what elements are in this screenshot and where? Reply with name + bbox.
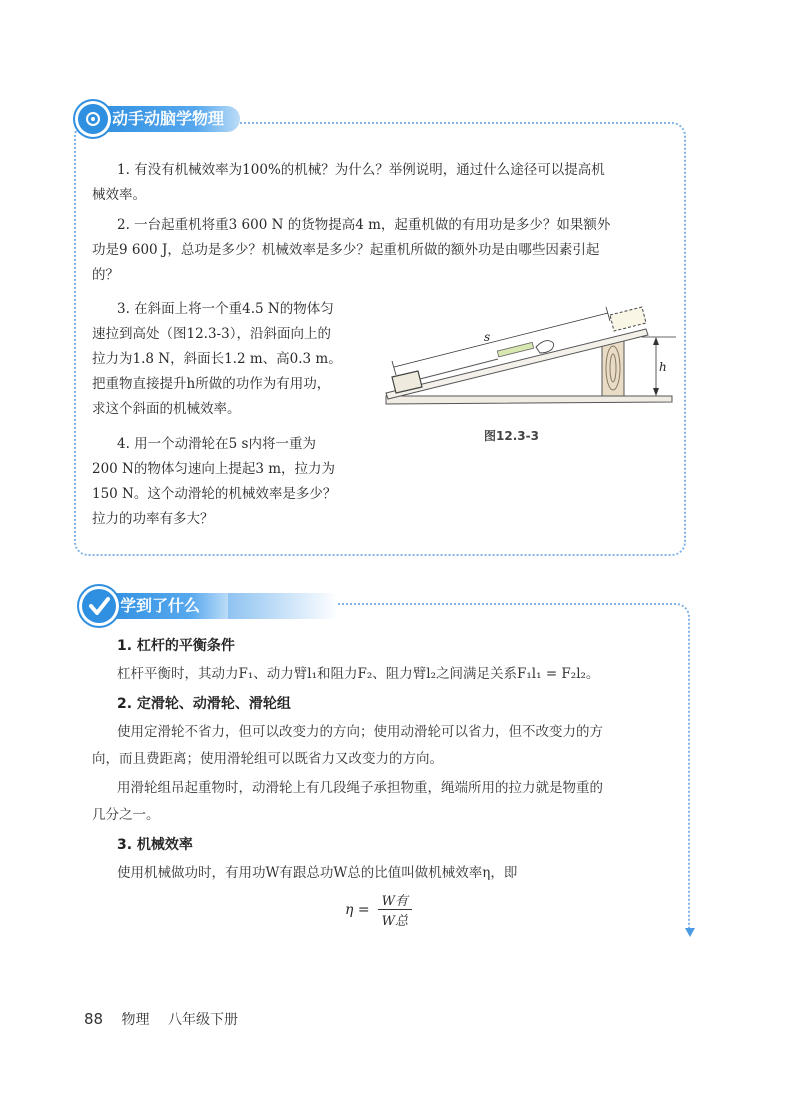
label-s: s <box>484 330 491 344</box>
header-fade <box>228 593 338 619</box>
summary-paragraph: 几分之一。 <box>92 807 160 823</box>
summary-paragraph: 向，而且费距离；使用滑轮组可以既省力又改变力的方向。 <box>92 751 443 767</box>
question-3-line: 求这个斜面的机械效率。 <box>92 401 241 417</box>
question-3-line: 把重物直接提升h所做的功作为有用功， <box>92 376 331 392</box>
spring-scale <box>497 342 533 357</box>
weight-block-dashed <box>610 307 646 331</box>
subject-name: 物理 <box>121 1012 150 1028</box>
question-2-line: 2. 一台起重机将重3 600 N 的货物提高4 m，起重机做的有用功是多少？如果额外 <box>117 217 611 233</box>
distance-line <box>394 313 608 367</box>
summary-paragraph: 使用定滑轮不省力，但可以改变力的方向；使用动滑轮可以省力，但不改变力的方 <box>117 724 603 740</box>
summary-paragraph: 用滑轮组吊起重物时，动滑轮上有几段绳子承担物重，绳端所用的拉力就是物重的 <box>117 780 603 796</box>
support-block <box>602 340 624 396</box>
summary-heading: 3. 机械效率 <box>117 837 193 853</box>
question-2-line: 的？ <box>92 267 119 283</box>
down-arrow-icon <box>685 928 695 937</box>
question-3-line: 拉力为1.8 N，斜面长1.2 m、高0.3 m。 <box>92 351 342 367</box>
summary-heading: 2. 定滑轮、动滑轮、滑轮组 <box>117 696 291 712</box>
checkmark-icon <box>82 589 116 623</box>
efficiency-formula <box>345 890 412 929</box>
summary-paragraph: 杠杆平衡时，其动力F₁、动力臂l₁和阻力F₂、阻力臂l₂之间满足关系F₁l₁ = F₂l₂。 <box>117 666 600 682</box>
hand-icon <box>536 341 554 353</box>
section-header-exercises <box>78 105 240 133</box>
question-1-line: 1. 有没有机械效率为100%的机械？为什么？举例说明，通过什么途径可以提高机 <box>117 162 605 178</box>
question-4-line: 4. 用一个动滑轮在5 s内将一重为 <box>117 436 316 452</box>
section-title: 学到了什么 <box>102 593 228 619</box>
section-header-summary <box>82 592 338 620</box>
question-2-line: 功是9 600 J，总功是多少？机械效率是多少？起重机所做的额外功是由哪些因素引起 <box>92 242 600 258</box>
question-4-line: 拉力的功率有多大？ <box>92 511 214 527</box>
label-h: h <box>659 360 667 374</box>
formula-lhs: η = <box>345 901 370 918</box>
formula-fraction <box>378 890 412 929</box>
question-4-line: 200 N的物体匀速向上提起3 m，拉力为 <box>92 461 336 477</box>
book-name: 八年级下册 <box>168 1012 238 1028</box>
target-icon <box>78 104 108 134</box>
summary-heading: 1. 杠杆的平衡条件 <box>117 638 235 654</box>
page-footer <box>84 1009 252 1029</box>
formula-denominator: W总 <box>381 914 408 929</box>
question-3-line: 3. 在斜面上将一个重4.5 N的物体匀 <box>117 301 334 317</box>
formula-numerator: W有 <box>381 894 408 909</box>
page-number: 88 <box>84 1010 104 1028</box>
ground-plank <box>386 396 672 404</box>
question-4-line: 150 N。这个动滑轮的机械效率是多少？ <box>92 486 337 502</box>
summary-paragraph: 使用机械做功时，有用功W有跟总功W总的比值叫做机械效率η，即 <box>117 865 518 881</box>
question-1-line: 械效率。 <box>92 187 146 203</box>
section-title: 动手动脑学物理 <box>94 106 240 132</box>
incline-figure <box>380 295 680 415</box>
question-3-line: 速拉到高处（图12.3-3），沿斜面向上的 <box>92 326 331 342</box>
figure-caption: 图12.3-3 <box>484 429 539 443</box>
